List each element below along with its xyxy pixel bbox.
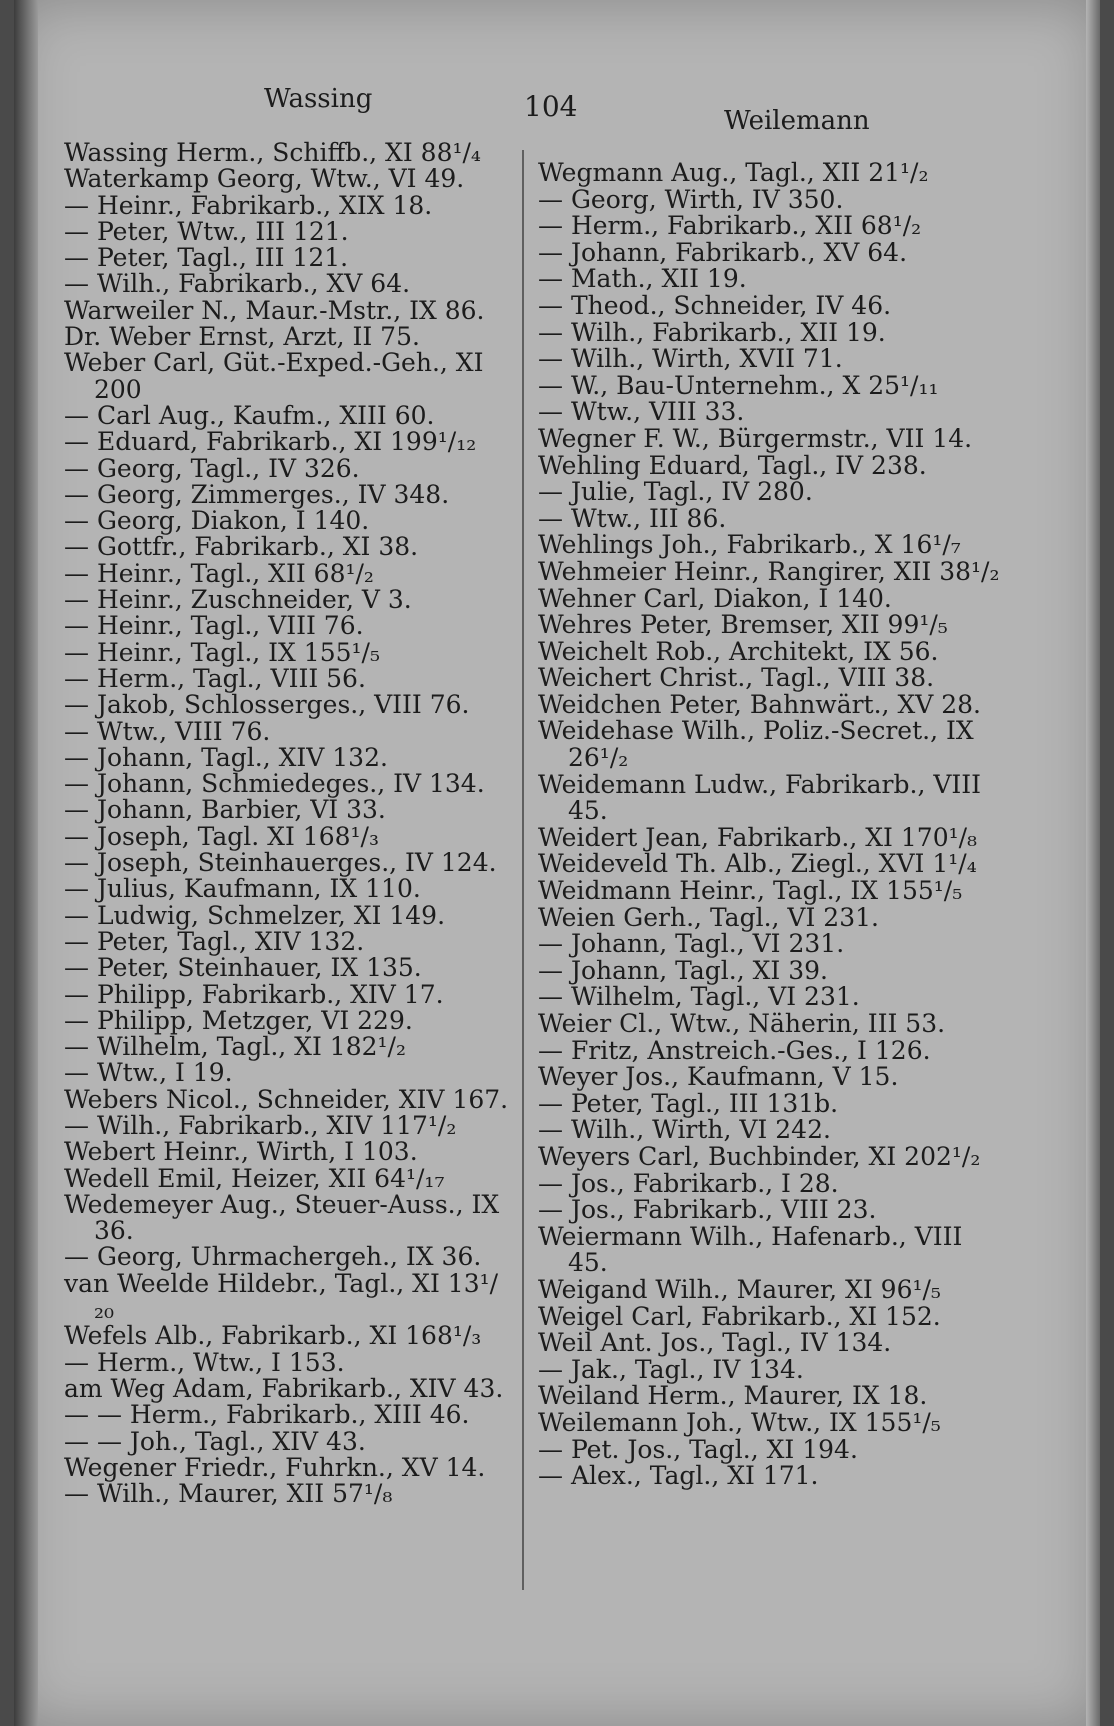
directory-entry: Weichert Christ., Tagl., VIII 38. bbox=[538, 663, 935, 693]
directory-entry: Wehner Carl, Diakon, I 140. bbox=[538, 583, 892, 613]
page-number: 104 bbox=[524, 90, 578, 123]
directory-entry: — Peter, Tagl., III 121. bbox=[64, 243, 349, 273]
directory-entry: — Wtw., VIII 33. bbox=[538, 397, 745, 427]
directory-entry: — Peter, Steinhauer, IX 135. bbox=[64, 953, 422, 983]
header-left-keyword: Wassing bbox=[264, 84, 373, 114]
directory-entry: — Heinr., Tagl., XII 68¹/₂ bbox=[64, 558, 374, 588]
directory-entry: — Heinr., Tagl., IX 155¹/₅ bbox=[64, 637, 380, 667]
directory-entry: — Johann, Barbier, VI 33. bbox=[64, 795, 386, 825]
directory-entry: — Wtw., III 86. bbox=[538, 503, 727, 533]
directory-entry: — Wilh., Wirth, VI 242. bbox=[538, 1115, 831, 1145]
directory-entry: — Georg, Diakon, I 140. bbox=[64, 506, 370, 536]
directory-entry: — Herm., Tagl., VIII 56. bbox=[64, 663, 366, 693]
left-column bbox=[64, 138, 509, 1509]
directory-entry: Weier Cl., Wtw., Näherin, III 53. bbox=[538, 1009, 946, 1038]
directory-entry: Wedemeyer Aug., Steuer-Auss., IX 36. bbox=[64, 1189, 500, 1246]
directory-entry: Weilemann Joh., Wtw., IX 155¹/₅ bbox=[538, 1407, 941, 1437]
directory-entry: — Johann, Schmiedeges., IV 134. bbox=[64, 769, 485, 799]
directory-entry: Wegner F. W., Bürgermstr., VII 14. bbox=[538, 423, 973, 453]
directory-entry: Weyers Carl, Buchbinder, XI 202¹/₂ bbox=[538, 1141, 981, 1171]
directory-entry: — Wtw., I 19. bbox=[64, 1058, 233, 1088]
directory-entry: — Joseph, Tagl. XI 168¹/₃ bbox=[64, 821, 379, 851]
directory-entry: Weigel Carl, Fabrikarb., XI 152. bbox=[538, 1301, 941, 1331]
directory-entry: — Johann, Tagl., XIV 132. bbox=[64, 742, 388, 772]
directory-entry: — Georg, Tagl., IV 326. bbox=[64, 453, 360, 483]
directory-entry: Weidchen Peter, Bahnwärt., XV 28. bbox=[538, 689, 982, 719]
page-left-edge bbox=[14, 0, 38, 1726]
directory-entry: Weidert Jean, Fabrikarb., XI 170¹/₈ bbox=[538, 822, 978, 852]
directory-entry: — Eduard, Fabrikarb., XI 199¹/₁₂ bbox=[64, 427, 477, 457]
directory-entry: — Jakob, Schlosserges., VIII 76. bbox=[64, 690, 470, 720]
directory-entry: — Peter, Wtw., III 121. bbox=[64, 216, 349, 246]
directory-entry: — Math., XII 19. bbox=[538, 264, 747, 294]
directory-entry: Waterkamp Georg, Wtw., VI 49. bbox=[64, 164, 465, 194]
directory-entry: Weidemann Ludw., Fabrikarb., VIII 45. bbox=[538, 769, 982, 826]
header-right-keyword: Weilemann bbox=[724, 106, 870, 136]
directory-entry: — Georg, Zimmerges., IV 348. bbox=[64, 479, 450, 509]
directory-entry: — Herm., Fabrikarb., XII 68¹/₂ bbox=[538, 211, 922, 241]
directory-entry: — Georg, Wirth, IV 350. bbox=[538, 184, 844, 214]
directory-entry: — Peter, Tagl., III 131b. bbox=[538, 1088, 839, 1118]
directory-entry: Weigand Wilh., Maurer, XI 96¹/₅ bbox=[538, 1274, 941, 1304]
column-divider bbox=[522, 150, 524, 1590]
directory-entry: — Pet. Jos., Tagl., XI 194. bbox=[538, 1434, 858, 1464]
directory-entry: — Wilh., Fabrikarb., XII 19. bbox=[538, 317, 886, 347]
directory-entry: — Alex., Tagl., XI 171. bbox=[538, 1461, 819, 1491]
directory-entry: Weiland Herm., Maurer, IX 18. bbox=[538, 1381, 928, 1411]
directory-entry: — W., Bau-Unternehm., X 25¹/₁₁ bbox=[538, 370, 939, 400]
directory-entry: Weichelt Rob., Architekt, IX 56. bbox=[538, 636, 939, 666]
directory-entry: — Peter, Tagl., XIV 132. bbox=[64, 926, 365, 956]
directory-entry: — Georg, Uhrmachergeh., IX 36. bbox=[64, 1242, 482, 1272]
directory-entry: — Heinr., Fabrikarb., XIX 18. bbox=[64, 190, 433, 220]
right-column bbox=[538, 160, 1008, 1490]
directory-entry: — Wilh., Fabrikarb., XIV 117¹/₂ bbox=[64, 1110, 457, 1140]
directory-entry: — Joseph, Steinhauerges., IV 124. bbox=[64, 848, 497, 878]
directory-entry: — Wilhelm, Tagl., XI 182¹/₂ bbox=[64, 1032, 406, 1062]
directory-entry: — Wilh., Wirth, XVII 71. bbox=[538, 344, 843, 374]
directory-entry: — Heinr., Tagl., VIII 76. bbox=[64, 611, 364, 641]
directory-entry: — Johann, Tagl., XI 39. bbox=[538, 955, 828, 985]
directory-entry: — Wtw., VIII 76. bbox=[64, 716, 271, 746]
directory-entry: — Jos., Fabrikarb., VIII 23. bbox=[538, 1195, 877, 1225]
directory-entry: — Ludwig, Schmelzer, XI 149. bbox=[64, 900, 446, 930]
directory-entry: — Wilh., Fabrikarb., XV 64. bbox=[64, 269, 411, 299]
directory-entry: — Gottfr., Fabrikarb., XI 38. bbox=[64, 532, 419, 562]
directory-entry: Wehres Peter, Bremser, XII 99¹/₅ bbox=[538, 610, 948, 640]
directory-entry: — — Joh., Tagl., XIV 43. bbox=[64, 1426, 366, 1456]
directory-entry: — Wilhelm, Tagl., VI 231. bbox=[538, 982, 860, 1012]
directory-entry: — Philipp, Metzger, VI 229. bbox=[64, 1005, 413, 1035]
directory-entry: Wehlings Joh., Fabrikarb., X 16¹/₇ bbox=[538, 530, 961, 560]
directory-entry: Warweiler N., Maur.-Mstr., IX 86. bbox=[64, 295, 485, 325]
directory-entry: — Jos., Fabrikarb., I 28. bbox=[538, 1168, 839, 1198]
running-header bbox=[74, 84, 1034, 134]
directory-entry: — Wilh., Maurer, XII 57¹/₈ bbox=[64, 1479, 393, 1509]
directory-entry: Wegener Friedr., Fuhrkn., XV 14. bbox=[64, 1452, 486, 1482]
directory-entry: Weideveld Th. Alb., Ziegl., XVI 1¹/₄ bbox=[538, 849, 977, 879]
directory-entry: Webert Heinr., Wirth, I 103. bbox=[64, 1137, 418, 1167]
directory-entry: Webers Nicol., Schneider, XIV 167. bbox=[64, 1084, 509, 1114]
directory-entry: — — Herm., Fabrikarb., XIII 46. bbox=[64, 1400, 470, 1430]
directory-entry: — Carl Aug., Kaufm., XIII 60. bbox=[64, 400, 435, 430]
page-right-edge bbox=[1086, 0, 1100, 1726]
directory-entry: — Heinr., Zuschneider, V 3. bbox=[64, 585, 412, 615]
scanned-page bbox=[14, 0, 1100, 1726]
directory-entry: Wassing Herm., Schiffb., XI 88¹/₄ bbox=[64, 138, 481, 167]
directory-entry: — Philipp, Fabrikarb., XIV 17. bbox=[64, 979, 444, 1009]
directory-entry: — Fritz, Anstreich.-Ges., I 126. bbox=[538, 1035, 931, 1065]
directory-entry: Dr. Weber Ernst, Arzt, II 75. bbox=[64, 322, 420, 352]
directory-entry: — Julius, Kaufmann, IX 110. bbox=[64, 874, 421, 904]
directory-entry: Wegmann Aug., Tagl., XII 21¹/₂ bbox=[538, 158, 929, 187]
directory-entry: Wedell Emil, Heizer, XII 64¹/₁₇ bbox=[64, 1163, 445, 1193]
directory-entry: Weidehase Wilh., Poliz.-Secret., IX 26¹/₂ bbox=[538, 716, 974, 773]
directory-entry: Wefels Alb., Fabrikarb., XI 168¹/₃ bbox=[64, 1321, 482, 1351]
directory-entry: — Julie, Tagl., IV 280. bbox=[538, 477, 813, 507]
directory-entry: Wehmeier Heinr., Rangirer, XII 38¹/₂ bbox=[538, 556, 1000, 586]
directory-entry: am Weg Adam, Fabrikarb., XIV 43. bbox=[64, 1373, 504, 1403]
directory-entry: Weber Carl, Güt.-Exped.-Geh., XI 200 bbox=[64, 348, 484, 404]
directory-entry: — Jak., Tagl., IV 134. bbox=[538, 1354, 804, 1384]
directory-entry: — Johann, Fabrikarb., XV 64. bbox=[538, 237, 908, 267]
directory-entry: Weiermann Wilh., Hafenarb., VIII 45. bbox=[538, 1221, 963, 1278]
directory-entry: Weidmann Heinr., Tagl., IX 155¹/₅ bbox=[538, 876, 963, 906]
directory-entry: Wehling Eduard, Tagl., IV 238. bbox=[538, 450, 927, 480]
directory-entry: — Herm., Wtw., I 153. bbox=[64, 1347, 345, 1377]
directory-entry: Weil Ant. Jos., Tagl., IV 134. bbox=[538, 1328, 892, 1358]
directory-entry: — Theod., Schneider, IV 46. bbox=[538, 290, 892, 320]
directory-entry: Weyer Jos., Kaufmann, V 15. bbox=[538, 1062, 899, 1092]
directory-entry: Weien Gerh., Tagl., VI 231. bbox=[538, 902, 879, 932]
directory-entry: van Weelde Hildebr., Tagl., XI 13¹/₂₀ bbox=[64, 1268, 499, 1325]
directory-entry: — Johann, Tagl., VI 231. bbox=[538, 929, 845, 959]
